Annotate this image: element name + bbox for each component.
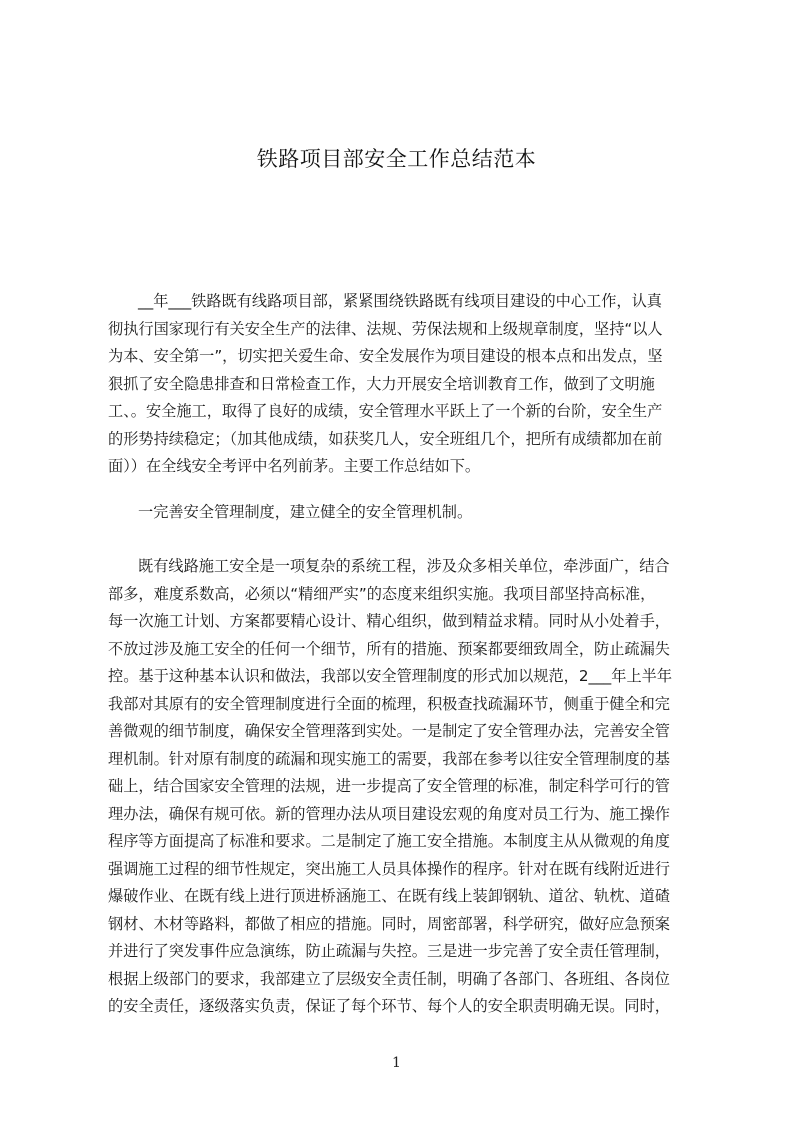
paragraph-line: 工、。安全施工，取得了良好的成绩，安全管理水平跃上了一个新的台阶，安全生产 — [108, 402, 663, 420]
paragraph-line: 的形势持续稳定；（加其他成绩，如获奖几人，安全班组几个，把所有成绩都加在前 — [108, 429, 663, 448]
paragraph-line: 础上，结合国家安全管理的法规，进一步提高了安全管理的标准，制定科学可行的管 — [108, 777, 670, 795]
page-number: 1 — [392, 1055, 401, 1071]
paragraph-line: 既有线路施工安全是一项复杂的系统工程，涉及众多相关单位，牵涉面广，结合 — [138, 557, 670, 575]
section-heading-text: 一完善安全管理制度，建立健全的安全管理机制。 — [138, 503, 473, 521]
document-title: 铁路项目部安全工作总结范本 — [256, 147, 537, 171]
paragraph-line: 为本、安全第一”，切实把关爱生命、安全发展作为项目建设的根本点和出发点，坚 — [108, 347, 663, 365]
paragraph-line: 并进行了突发事件应急演练，防止疏漏与失控。三是进一步完善了安全责任管理制， — [108, 942, 670, 960]
paragraph-line: 的安全责任，逐级落实负责，保证了每个环节、每个人的安全职责明确无误。同时， — [108, 997, 670, 1015]
paragraph-line: 面））在全线安全考评中名列前茅。主要工作总结如下。 — [108, 457, 481, 475]
paragraph-line: __年___铁路既有线路项目部，紧紧围绕铁路既有线项目建设的中心工作，认真 — [138, 292, 662, 310]
paragraph-line: 每一次施工计划、方案都要精心设计、精心组织，做到精益求精。同时从小处着手， — [108, 612, 670, 630]
paragraph-line: 钢材、木材等路料，都做了相应的措施。同时，周密部署，科学研究，做好应急预案 — [108, 914, 670, 933]
paragraph-line: 部多，难度系数高，必须以“精细严实”的态度来组织实施。我项目部坚持高标准， — [108, 584, 656, 603]
paragraph-line: 控。基于这种基本认识和做法，我部以安全管理制度的形式加以规范，2___年上半年 — [108, 667, 673, 685]
paragraph-line: 爆破作业、在既有线上进行顶进桥涵施工、在既有线上装卸钢轨、道岔、轨枕、道碴 — [108, 887, 670, 905]
paragraph-line: 强调施工过程的细节性规定，突出施工人员具体操作的程序。针对在既有线附近进行 — [108, 859, 670, 878]
paragraph-line: 不放过涉及施工安全的任何一个细节，所有的措施、预案都要细致周全，防止疏漏失 — [108, 639, 670, 658]
paragraph-line: 彻执行国家现行有关安全生产的法律、法规、劳保法规和上级规章制度，坚持“以人 — [108, 319, 663, 338]
section-paragraph — [108, 553, 692, 1021]
paragraph-line: 狠抓了安全隐患排查和日常检查工作，大力开展安全培训教育工作，做到了文明施 — [108, 374, 655, 393]
paragraph-line: 理机制。针对原有制度的疏漏和现实施工的需要，我部在参考以往安全管理制度的基 — [108, 749, 670, 768]
paragraph-line: 我部对其原有的安全管理制度进行全面的梳理，积极查找疏漏环节，侧重于健全和完 — [108, 694, 670, 713]
paragraph-line: 善微观的细节制度，确保安全管理落到实处。一是制定了安全管理办法，完善安全管 — [108, 722, 670, 740]
paragraph-line: 程序等方面提高了标准和要求。二是制定了施工安全措施。本制度主从从微观的角度 — [108, 832, 670, 850]
intro-paragraph — [108, 288, 692, 481]
paragraph-line: 根据上级部门的要求，我部建立了层级安全责任制，明确了各部门、各班组、各岗位 — [108, 969, 670, 988]
paragraph-line: 理办法，确保有规可依。新的管理办法从项目建设宏观的角度对员工行为、施工操作 — [108, 804, 670, 823]
section-heading — [108, 499, 692, 527]
